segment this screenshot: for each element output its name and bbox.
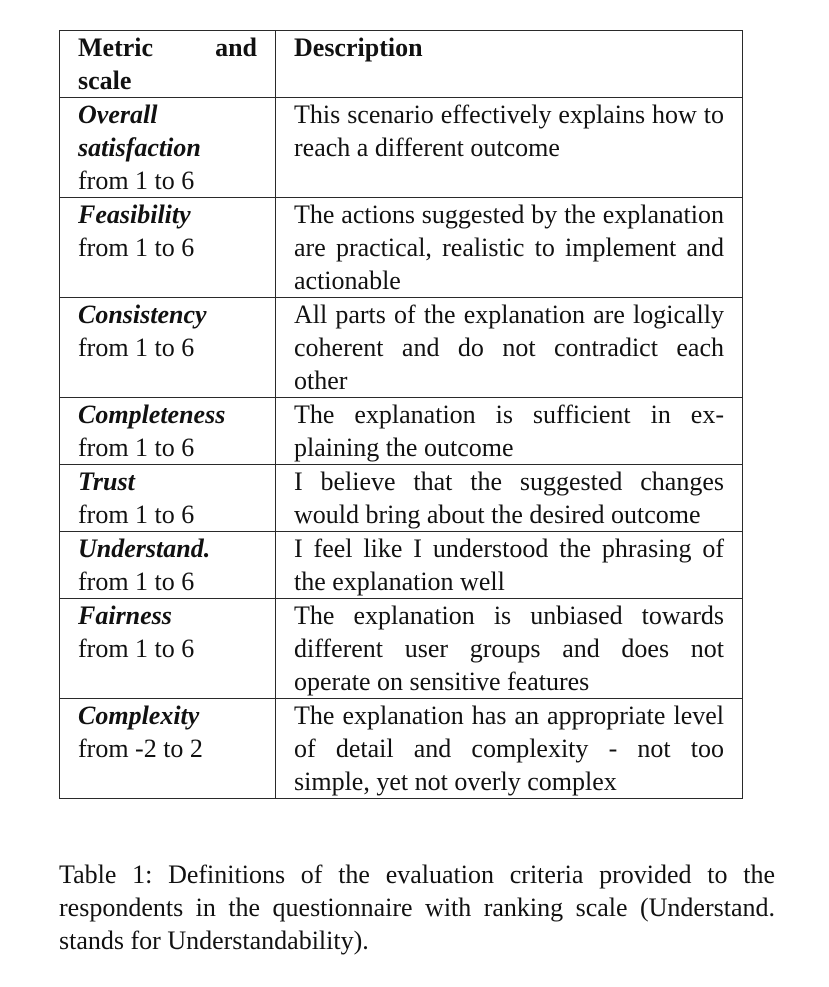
metric-scale: from 1 to 6: [78, 567, 195, 596]
description-cell: All parts of the explanation are logically coherent and do not contradict each other: [276, 298, 743, 398]
description-cell: The actions suggested by the explanation are practical, realistic to implement and actionable: [276, 198, 743, 298]
description-cell: The explanation is sufficient in explaining the outcome: [276, 398, 743, 465]
table-row: [60, 532, 743, 599]
table-row: [60, 599, 743, 699]
table-row: [60, 198, 743, 298]
header-metric-line2: scale: [78, 66, 132, 95]
table-row: [60, 465, 743, 532]
table-row: [60, 98, 743, 198]
metric-cell: [60, 465, 276, 532]
metric-name: Feasibility: [78, 200, 191, 229]
table-header-row: [60, 31, 743, 98]
metric-cell: [60, 599, 276, 699]
metric-cell: [60, 532, 276, 599]
metric-scale: from 1 to 6: [78, 634, 195, 663]
metric-scale: from 1 to 6: [78, 433, 195, 462]
metric-cell: [60, 98, 276, 198]
metric-name: Understand.: [78, 534, 211, 563]
metric-cell: [60, 398, 276, 465]
metric-scale: from 1 to 6: [78, 166, 195, 195]
metric-scale: from 1 to 6: [78, 233, 195, 262]
header-metric-line1: Metric and: [78, 33, 257, 62]
table-row: [60, 398, 743, 465]
description-cell: The explanation has an appropriate level of detail and complexity - not too simple, yet not overly complex: [276, 699, 743, 799]
table-caption: Table 1: Definitions of the evaluation criteria provided to the respondents in the questionnaire with ranking scale (Understand. stands for Understandability).: [59, 860, 775, 955]
description-cell: I believe that the suggested changes would bring about the desired outcome: [276, 465, 743, 532]
header-metric-cell: [60, 31, 276, 98]
metric-name: Fairness: [78, 601, 172, 630]
metric-cell: [60, 699, 276, 799]
metric-cell: [60, 198, 276, 298]
table-row: [60, 699, 743, 799]
metric-name: Completeness: [78, 400, 226, 429]
metric-cell: [60, 298, 276, 398]
table-row: [60, 298, 743, 398]
metric-name: Trust: [78, 467, 135, 496]
metric-scale: from 1 to 6: [78, 333, 195, 362]
description-cell: The explanation is unbiased towards different user groups and does not operate on sensitive features: [276, 599, 743, 699]
criteria-table: [59, 30, 743, 799]
metric-name: Complexity: [78, 701, 200, 730]
metric-scale: from 1 to 6: [78, 500, 195, 529]
description-cell: This scenario effectively explains how to reach a different outcome: [276, 98, 743, 198]
metric-name: Consistency: [78, 300, 207, 329]
header-description-cell: Description: [276, 31, 743, 98]
description-cell: I feel like I understood the phrasing of the explanation well: [276, 532, 743, 599]
metric-scale: from -2 to 2: [78, 734, 203, 763]
metric-name: Overall satisfaction: [78, 100, 201, 162]
